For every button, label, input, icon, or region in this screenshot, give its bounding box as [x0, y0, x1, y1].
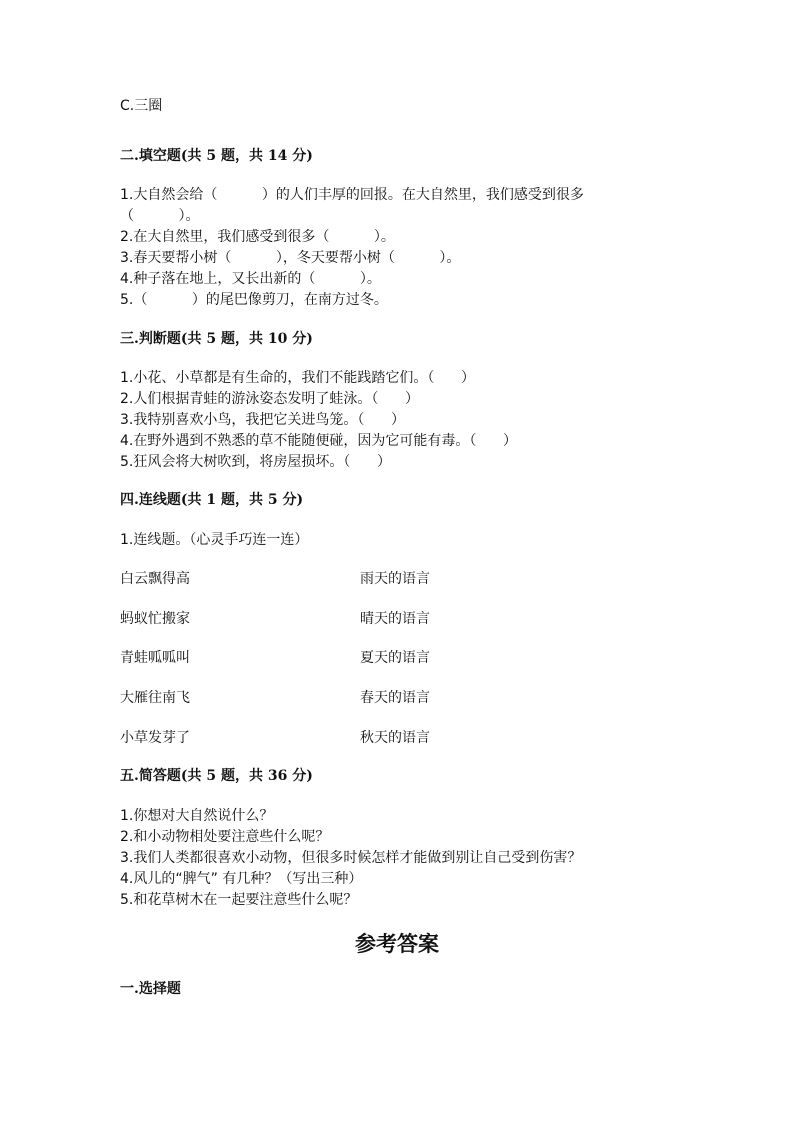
match-left-item: 青蛙呱呱叫 [120, 650, 190, 666]
answers-title: 参考答案 [355, 931, 439, 956]
section5-heading: 五.简答题(共 5 题，共 36 分) [120, 768, 313, 784]
section2-item: 1.大自然会给（ ）的人们丰厚的回报。在大自然里，我们感受到很多 [120, 187, 584, 203]
section2-item: （ ）。 [120, 208, 200, 224]
section5-item: 3.我们人类都很喜欢小动物，但很多时候怎样才能做到别让自己受到伤害？ [120, 850, 582, 866]
section3-item: 3.我特别喜欢小鸟，我把它关进鸟笼。（ ） [120, 412, 406, 428]
match-right-item: 夏天的语言 [360, 650, 430, 666]
match-right-item: 春天的语言 [360, 690, 430, 706]
match-right-item: 雨天的语言 [360, 571, 430, 587]
section5-item: 5.和花草树木在一起要注意些什么呢？ [120, 892, 358, 908]
section5-item: 2.和小动物相处要注意些什么呢？ [120, 829, 330, 845]
section5-item: 1.你想对大自然说什么？ [120, 808, 274, 824]
section3-heading: 三.判断题(共 5 题，共 10 分) [120, 331, 313, 347]
section2-item: 4.种子落在地上，又长出新的（ ）。 [120, 271, 381, 287]
section3-item: 2.人们根据青蛙的游泳姿态发明了蛙泳。（ ） [120, 391, 420, 407]
section4-heading: 四.连线题(共 1 题，共 5 分) [120, 492, 304, 508]
section3-item: 5.狂风会将大树吹到，将房屋损坏。（ ） [120, 454, 392, 470]
match-left-item: 白云飘得高 [120, 571, 190, 587]
answers-section1-heading: 一.选择题 [120, 981, 181, 997]
section3-item: 4.在野外遇到不熟悉的草不能随便碰，因为它可能有毒。（ ） [120, 433, 518, 449]
section4-question: 1.连线题。（心灵手巧连一连） [120, 532, 309, 548]
match-left-item: 蚂蚁忙搬家 [120, 611, 190, 627]
section2-item: 2.在大自然里，我们感受到很多（ ）。 [120, 229, 395, 245]
match-right-item: 晴天的语言 [360, 611, 430, 627]
match-left-item: 小草发芽了 [120, 730, 190, 746]
match-left-item: 大雁往南飞 [120, 690, 190, 706]
section2-item: 3.春天要帮小树（ ），冬天要帮小树（ ）。 [120, 250, 461, 266]
match-right-item: 秋天的语言 [360, 730, 430, 746]
section3-item: 1.小花、小草都是有生命的，我们不能践踏它们。（ ） [120, 370, 476, 386]
section5-item: 4.风儿的“脾气” 有几种？（写出三种） [120, 871, 363, 887]
section2-heading: 二.填空题(共 5 题，共 14 分) [120, 148, 313, 164]
section2-item: 5.（ ）的尾巴像剪刀，在南方过冬。 [120, 292, 388, 308]
q1-option-c: C.三圈 [120, 98, 163, 114]
